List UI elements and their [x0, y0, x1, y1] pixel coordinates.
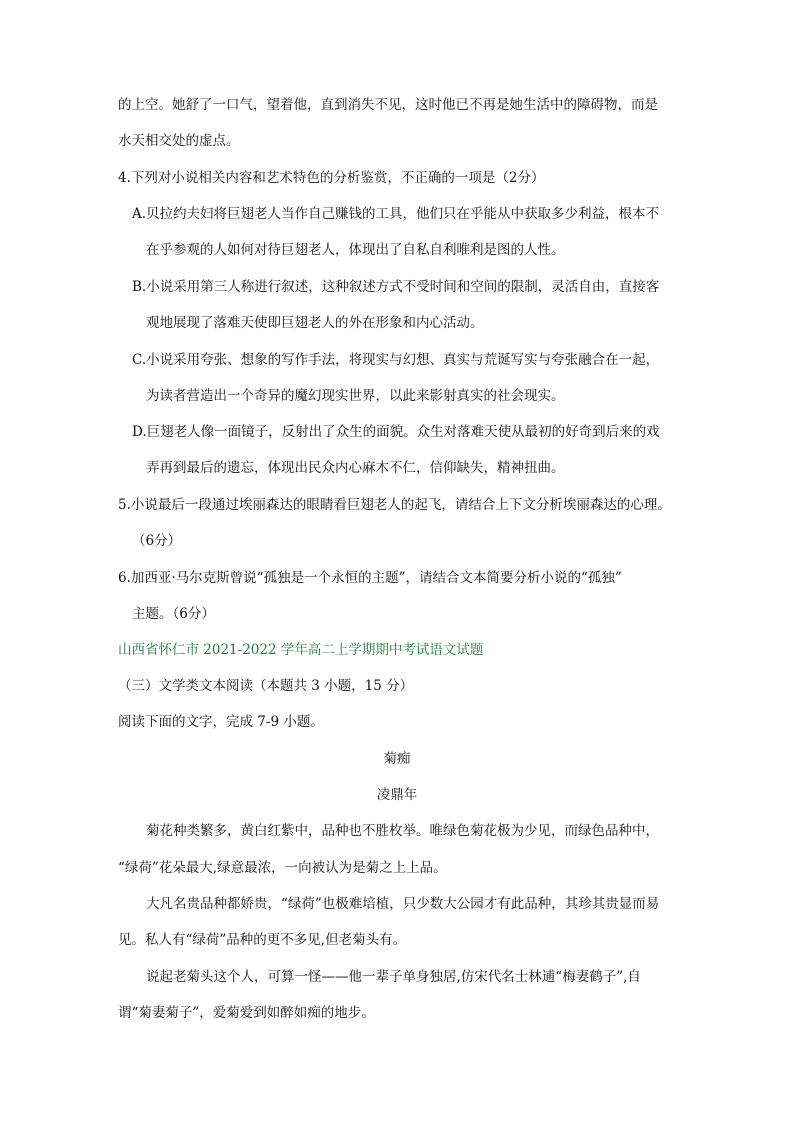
instruction: 阅读下面的文字，完成 7-9 小题。	[118, 714, 324, 730]
option-a-cont: 在乎参观的人如何对待巨翅老人，体现出了自私自利唯利是图的人性。	[146, 242, 565, 258]
option-d: D.巨翅老人像一面镜子，反射出了众生的面貌。众生对落难天使从最初的好奇到后来的戏	[132, 424, 660, 440]
story-author: 凌鼎年	[376, 787, 418, 803]
option-d-cont: 弄再到最后的遗忘，体现出民众内心麻木不仁，信仰缺失，精神扭曲。	[146, 460, 565, 476]
option-b: B.小说采用第三人称进行叙述，这种叙述方式不受时间和空间的限制，灵活自由，直接客	[132, 279, 660, 295]
paragraph-line: 的上空。她舒了一口气，望着他，直到消失不见，这时他已不再是她生活中的障碍物，而是	[118, 97, 658, 113]
story-title: 菊痴	[383, 751, 411, 767]
source-link[interactable]: 山西省怀仁市 2021-2022 学年高二上学期期中考试语文试题	[118, 642, 484, 658]
paragraph-line: 谓“菊妻菊子”，爱菊爱到如醉如痴的地步。	[118, 1005, 375, 1021]
option-b-cont: 观地展现了落难天使即巨翅老人的外在形象和内心活动。	[146, 315, 484, 331]
paragraph-line: “绿荷”花朵最大,绿意最浓，一向被认为是菊之上上品。	[118, 860, 447, 876]
paragraph-line: 大凡名贵品种都娇贵，“绿荷”也极难培植，只少数大公园才有此品种，其珍其贵显而易	[146, 896, 660, 912]
question-6-cont: 主题。（6分）	[132, 606, 215, 622]
question-5: 5.小说最后一段通过埃丽森达的眼睛看巨翅老人的起飞，请结合上下文分析埃丽森达的心理。	[118, 497, 671, 513]
option-c: C.小说采用夸张、想象的写作手法，将现实与幻想、真实与荒诞写实与夸张融合在一起，	[132, 352, 660, 368]
paragraph-line: 见。私人有“绿荷”品种的更不多见,但老菊头有。	[118, 932, 407, 948]
section-heading: （三）文学类文本阅读（本题共 3 小题，15 分）	[118, 678, 414, 694]
option-c-cont: 为读者营造出一个奇异的魔幻现实世界，以此来影射真实的社会现实。	[146, 388, 565, 404]
paragraph-line: 说起老菊头这个人，可算一怪——他一辈子单身独居,仿宋代名士林逋“梅妻鹤子”,自	[146, 969, 641, 985]
question-6: 6.加西亚·马尔克斯曾说“孤独是一个永恒的主题”，请结合文本简要分析小说的“孤独”	[118, 570, 622, 586]
paragraph-line: 菊花种类繁多，黄白红紫中，品种也不胜枚举。唯绿色菊花极为少见，而绿色品种中，	[146, 823, 659, 839]
question-4: 4.下列对小说相关内容和艺术特色的分析鉴赏，不正确的一项是（2分）	[118, 170, 545, 186]
option-a: A.贝拉约夫妇将巨翅老人当作自己赚钱的工具，他们只在乎能从中获取多少利益，根本不	[132, 206, 660, 222]
paragraph-line: 水天相交处的虚点。	[118, 133, 240, 149]
question-5-score: （6分）	[132, 533, 182, 549]
